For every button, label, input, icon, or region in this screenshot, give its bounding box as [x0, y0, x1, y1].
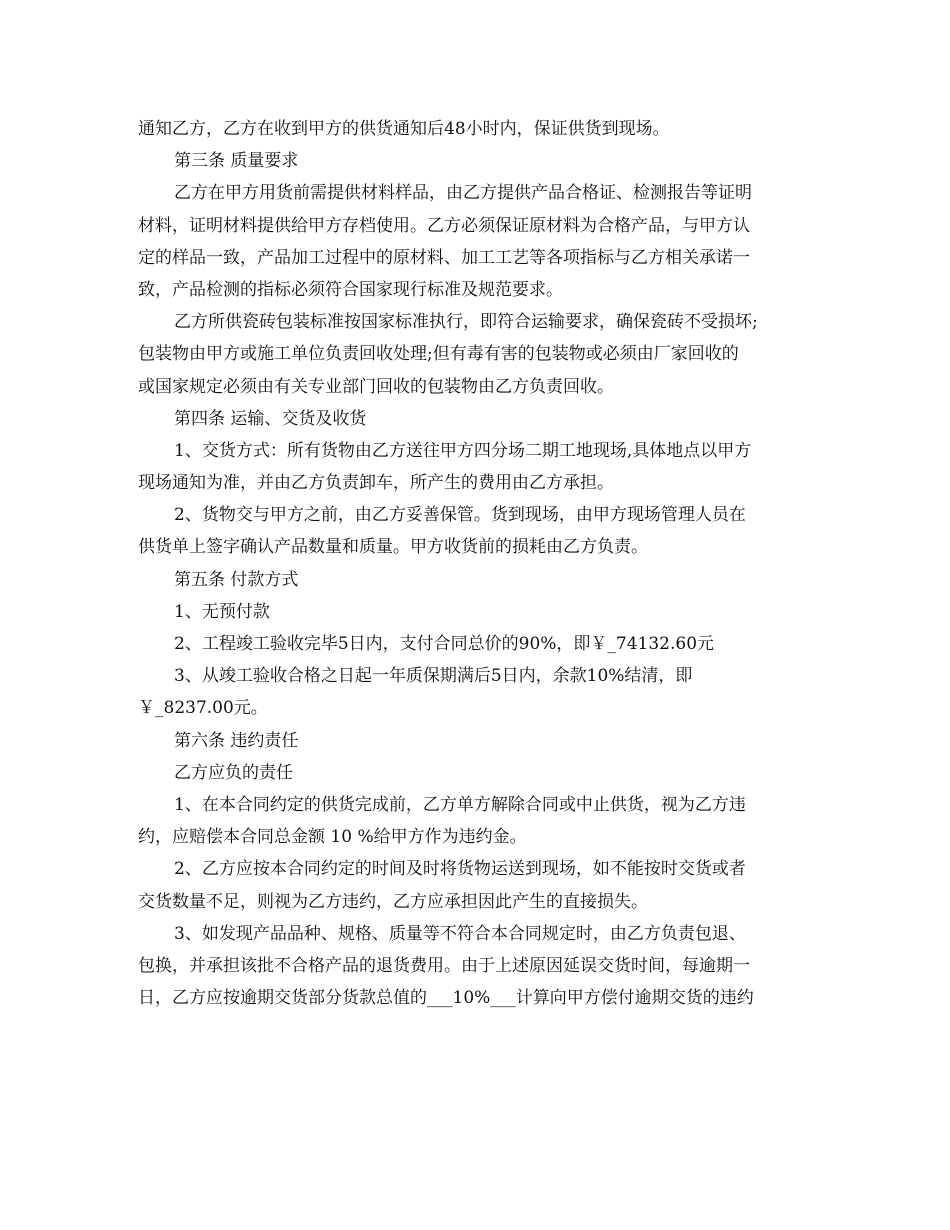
text-line: 1、无预付款	[174, 601, 270, 622]
text-line: 第三条 质量要求	[174, 151, 299, 172]
text-line: 通知乙方，乙方在收到甲方的供货通知后48小时内，保证供货到现场。	[138, 119, 670, 139]
text-line: 供货单上签字确认产品数量和质量。甲方收货前的损耗由乙方负责。	[138, 537, 648, 558]
text-line: 第四条 运输、交货及收货	[174, 408, 367, 429]
text-line: 交货数量不足，则视为乙方违约，乙方应承担因此产生的直接损失。	[138, 891, 648, 912]
text-line: 乙方所供瓷砖包装标准按国家标准执行，即符合运输要求，确保瓷砖不受损坏;	[174, 312, 758, 333]
text-line: 2、乙方应按本合同约定的时间及时将货物运送到现场，如不能按时交货或者	[174, 859, 746, 880]
text-line: 2、工程竣工验收完毕5日内，支付合同总价的90%，即￥_74132.60元	[174, 634, 715, 654]
text-line: 包装物由甲方或施工单位负责回收处理;但有毒有害的包装物或必须由厂家回收的	[138, 344, 739, 365]
text-line: 约，应赔偿本合同总金额 10 %给甲方作为违约金。	[138, 827, 527, 848]
text-line: 定的样品一致，产品加工过程中的原材料、加工工艺等各项指标与乙方相关承诺一	[138, 247, 750, 268]
text-line: 现场通知为准，并由乙方负责卸车，所产生的费用由乙方承担。	[138, 473, 614, 494]
text-line: 或国家规定必须由有关专业部门回收的包装物由乙方负责回收。	[138, 376, 614, 397]
text-line: 致，产品检测的指标必须符合国家现行标准及规范要求。	[138, 279, 563, 300]
text-line: 1、在本合同约定的供货完成前，乙方单方解除合同或中止供货，视为乙方违	[174, 794, 746, 815]
text-line: 3、如发现产品品种、规格、质量等不符合本合同规定时，由乙方负责包退、	[174, 923, 746, 944]
text-line: 材料，证明材料提供给甲方存档使用。乙方必须保证原材料为合格产品，与甲方认	[138, 215, 750, 236]
text-line: 1、交货方式：所有货物由乙方送往甲方四分场二期工地现场,具体地点以甲方	[174, 440, 752, 461]
text-line: 包换，并承担该批不合格产品的退货费用。由于上述原因延误交货时间，每逾期一	[138, 955, 750, 976]
text-line: 2、货物交与甲方之前，由乙方妥善保管。货到现场，由甲方现场管理人员在	[174, 505, 746, 526]
document-body	[138, 113, 815, 1014]
text-line: 3、从竣工验收合格之日起一年质保期满后5日内，余款10%结清，即	[174, 666, 693, 687]
text-line: 乙方在甲方用货前需提供材料样品，由乙方提供产品合格证、检测报告等证明	[174, 183, 752, 204]
text-line: 乙方应负的责任	[174, 762, 293, 783]
text-line: 第六条 违约责任	[174, 730, 299, 751]
text-line: 第五条 付款方式	[174, 569, 299, 590]
text-line: 日，乙方应按逾期交货部分货款总值的___10%___计算向甲方偿付逾期交货的违约	[138, 988, 754, 1009]
text-line: ￥_8237.00元。	[138, 698, 268, 719]
